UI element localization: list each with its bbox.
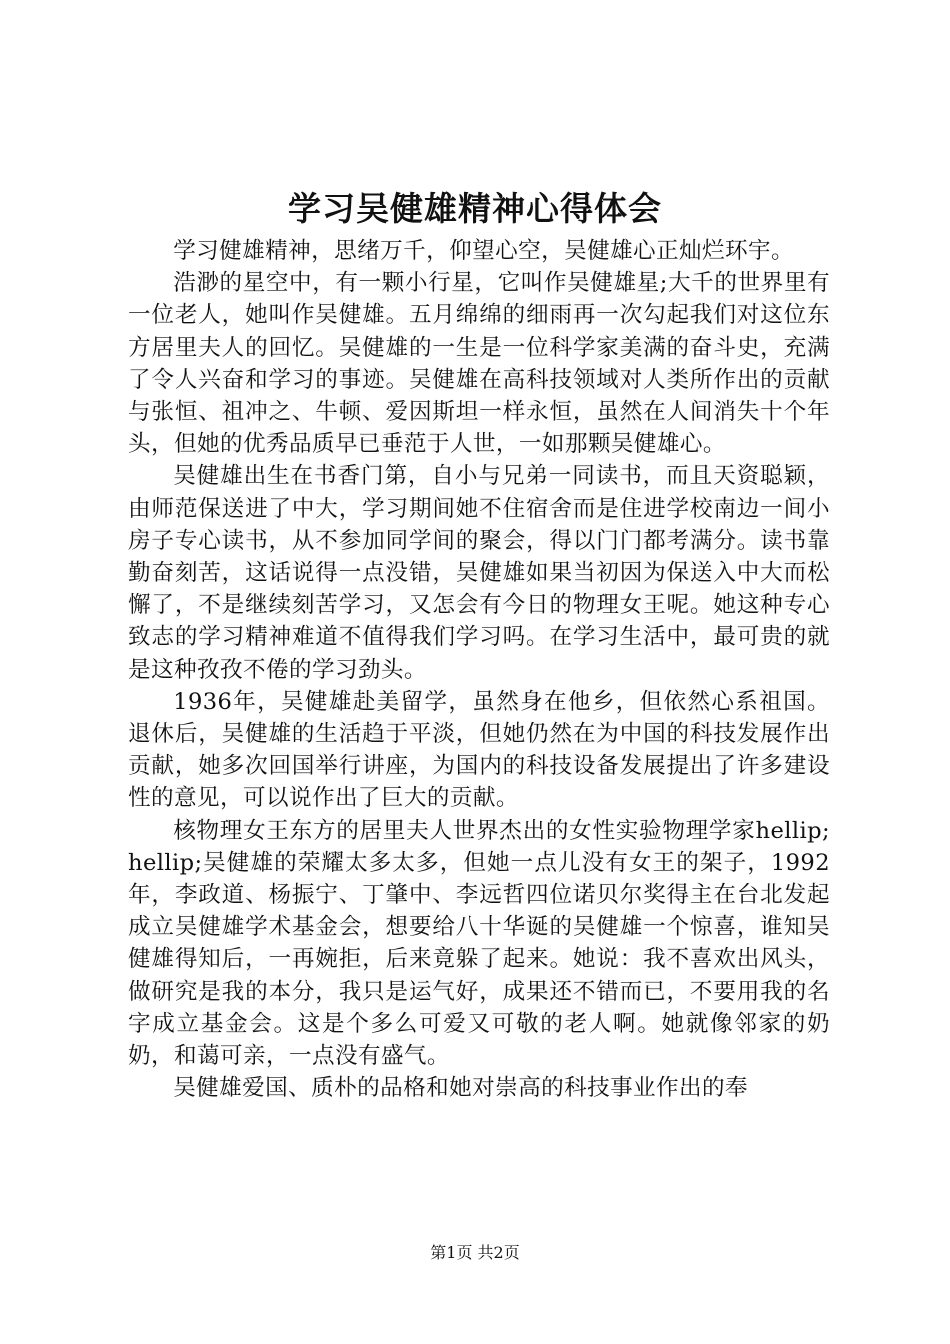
paragraph: 学习健雄精神，思绪万千，仰望心空，吴健雄心正灿烂环宇。 <box>173 238 795 264</box>
paragraph: 吴健雄爱国、质朴的品格和她对崇高的科技事业作出的奉 <box>173 1075 749 1102</box>
page-footer: 第1页 共2页 <box>430 1243 520 1262</box>
paragraph: 核物理女王东方的居里夫人世界杰出的女性实验物理学家hellip;hellip;吴健雄的荣耀太多太多，但她一点儿没有女王的架子，1992年，李政道、杨振宁、丁肇中、李远哲四位诺贝尔奖得主在台北发起成立吴健雄学术基金会，想要给八十华诞的吴健雄一个惊喜，谁知吴健雄得知后，一再婉拒，后来竟躲了起来。她说：我不喜欢出风头，做研究是我的本分，我只是运气好，成果还不错而已，不要用我的名字成立基金会。这是个多么可爱又可敬的老人啊。她就像邻家的奶奶，和蔼可亲，一点没有盛气。 <box>128 817 830 1070</box>
paragraph: 1936年，吴健雄赴美留学，虽然身在他乡，但依然心系祖国。退休后，吴健雄的生活趋于平淡，但她仍然在为中国的科技发展作出贡献，她多次回国举行讲座，为国内的科技设备发展提出了许多建设性的意见，可以说作出了巨大的贡献。 <box>128 688 830 812</box>
document-body <box>128 235 830 1104</box>
paragraph: 浩渺的星空中，有一颗小行星，它叫作吴健雄星;大千的世界里有一位老人，她叫作吴健雄。五月绵绵的细雨再一次勾起我们对这位东方居里夫人的回忆。吴健雄的一生是一位科学家美满的奋斗史，充满了令人兴奋和学习的事迹。吴健雄在高科技领域对人类所作出的贡献与张恒、祖冲之、牛顿、爱因斯坦一样永恒，虽然在人间消失十个年头，但她的优秀品质早已垂范于人世，一如那颗吴健雄心。 <box>128 270 830 458</box>
page-title: 学习吴健雄精神心得体会 <box>288 189 662 228</box>
paragraph: 吴健雄出生在书香门第，自小与兄弟一同读书，而且天资聪颖，由师范保送进了中大，学习期间她不住宿舍而是住进学校南边一间小房子专心读书，从不参加同学间的聚会，得以门门都考满分。读书靠勤奋刻苦，这话说得一点没错，吴健雄如果当初因为保送入中大而松懈了，不是继续刻苦学习，又怎会有今日的物理女王呢。她这种专心致志的学习精神难道不值得我们学习吗。在学习生活中，最可贵的就是这种孜孜不倦的学习劲头。 <box>128 463 830 683</box>
